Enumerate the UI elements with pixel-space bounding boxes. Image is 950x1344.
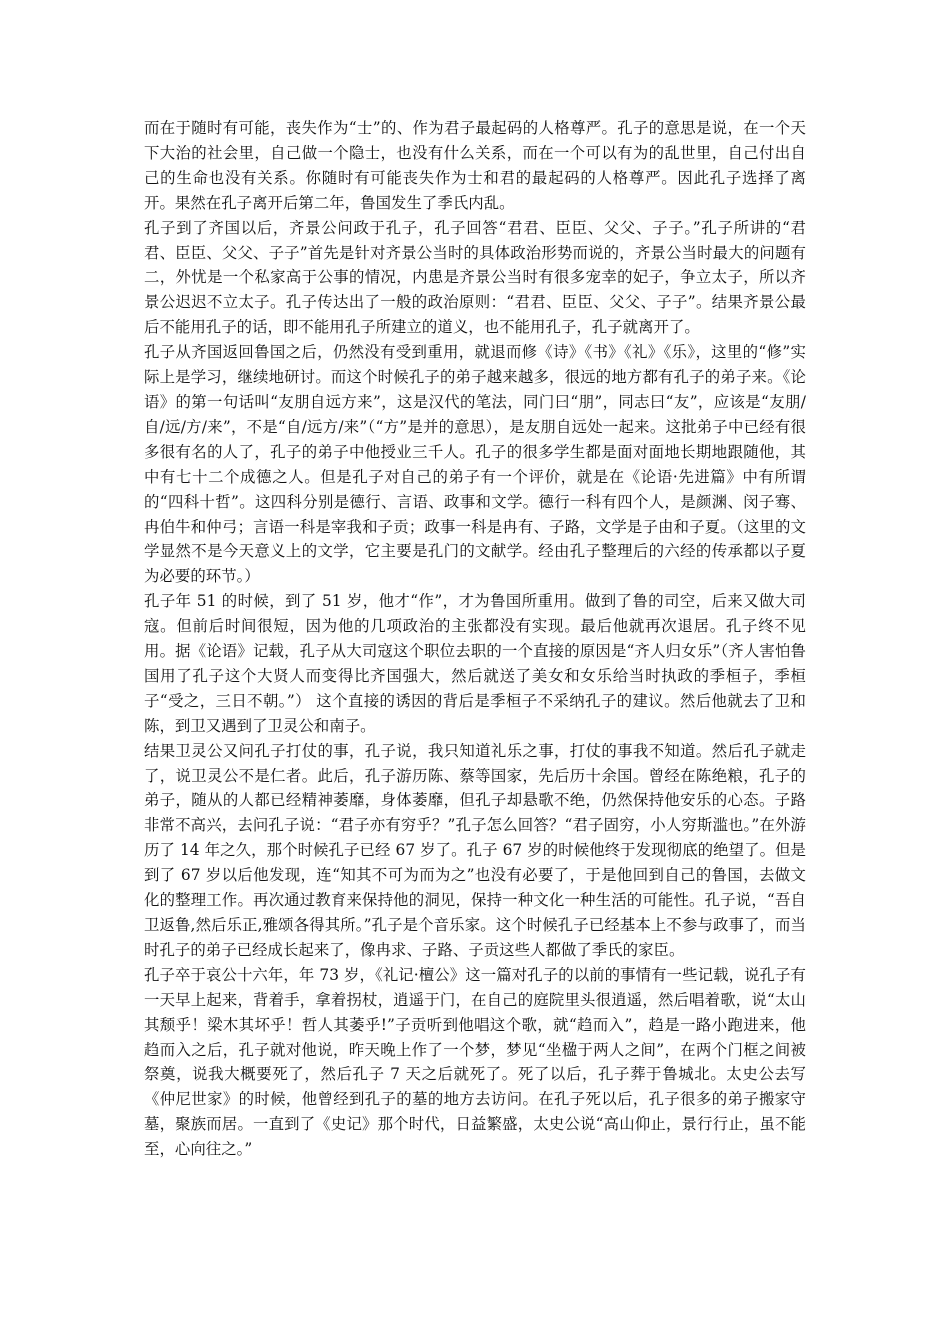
paragraph-2: 孔子到了齐国以后，齐景公问政于孔子，孔子回答“君君、臣臣、父父、子子。”孔子所讲的“君君、臣臣、父父、子子”首先是针对齐景公当时的具体政治形势而说的，齐景公当时最大的问题有二，外忧是一个私家高于公事的情况，内患是齐景公当时有很多宠幸的妃子，争立太子，所以齐景公迟迟不立太子。孔子传达出了一般的政治原则：“君君、臣臣、父父、子子”。结果齐景公最后不能用孔子的话，即不能用孔子所建立的道义，也不能用孔子，孔子就离开了。 xyxy=(144,218,806,337)
paragraph-5: 结果卫灵公又问孔子打仗的事，孔子说，我只知道礼乐之事，打仗的事我不知道。然后孔子就走了，说卫灵公不是仁者。此后，孔子游历陈、蔡等国家，先后历十余国。曾经在陈绝粮，孔子的弟子，随从的人都已经精神萎靡，身体萎靡，但孔子却悬歌不绝，仍然保持他安乐的心态。子路非常不高兴，去问孔子说：“君子亦有穷乎？”孔子怎么回答？“君子固穷，小人穷斯滥也。”在外游历了 14 年之久，那个时候孔子已经 67 岁了。孔子 67 岁的时候他终于发现彻底的绝望了。但是到了 67 岁以后他发现，连“知其不可为而为之”也没有必要了，于是他回到自己的鲁国，去做文化的整理工作。再次通过教育来保持他的洞见，保持一种文化一种生活的可能性。孔子说，“吾自卫返鲁,然后乐正,雅颂各得其所。”孔子是个音乐家。这个时候孔子已经基本上不参与政事了，而当时孔子的弟子已经成长起来了，像冉求、子路、子贡这些人都做了季氏的家臣。 xyxy=(144,741,806,959)
paragraph-6: 孔子卒于哀公十六年，年 73 岁，《礼记·檀公》这一篇对孔子的以前的事情有一些记载，说孔子有一天早上起来，背着手，拿着拐杖，逍遥于门，在自己的庭院里头很逍遥，然后唱着歌，说“太山其颓乎！梁木其坏乎！哲人其萎乎!”子贡听到他唱这个歌，就“趋而入”，趋是一路小跑进来，他趋而入之后，孔子就对他说，昨天晚上作了一个梦，梦见“坐楹于两人之间”，在两个门框之间被祭奠，说我大概要死了，然后孔子 7 天之后就死了。死了以后，孔子葬于鲁城北。太史公去写《仲尼世家》的时候，他曾经到孔子的墓的地方去访问。在孔子死以后，孔子很多的弟子搬家守墓，聚族而居。一直到了《史记》那个时代，日益繁盛，太史公说“高山仰止，景行行止，虽不能至，心向往之。” xyxy=(144,965,806,1159)
document-body xyxy=(144,116,806,1162)
paragraph-3: 孔子从齐国返回鲁国之后，仍然没有受到重用，就退而修《诗》《书》《礼》《乐》，这里的“修”实际上是学习，继续地研讨。而这个时候孔子的弟子越来越多，很远的地方都有孔子的弟子来。《论语》的第一句话叫“友朋自远方来”，这是汉代的笔法，同门曰“朋”，同志曰“友”，应该是“友朋/自/远/方/来”，不是“自/远方/来”（“方”是并的意思），是友朋自远处一起来。这批弟子中已经有很多很有名的人了，孔子的弟子中他授业三千人。孔子的很多学生都是面对面地长期地跟随他，其中有七十二个成德之人。但是孔子对自己的弟子有一个评价，就是在《论语·先进篇》中有所谓的“四科十哲”。这四科分别是德行、言语、政事和文学。德行一科有四个人，是颜渊、闵子骞、冉伯牛和仲弓；言语一科是宰我和子贡；政事一科是冉有、子路，文学是子由和子夏。（这里的文学显然不是今天意义上的文学，它主要是孔门的文献学。经由孔子整理后的六经的传承都以子夏为必要的环节。） xyxy=(144,343,806,586)
paragraph-1: 而在于随时有可能，丧失作为“士”的、作为君子最起码的人格尊严。孔子的意思是说，在一个天下大治的社会里，自己做一个隐士，也没有什么关系，而在一个可以有为的乱世里，自己付出自己的生命也没有关系。你随时有可能丧失作为士和君的最起码的人格尊严。因此孔子选择了离开。果然在孔子离开后第二年，鲁国发生了季氏内乱。 xyxy=(144,119,806,212)
paragraph-4: 孔子年 51 的时候，到了 51 岁，他才“作”，才为鲁国所重用。做到了鲁的司空，后来又做大司寇。但前后时间很短，因为他的几项政治的主张都没有实现。最后他就再次退居。孔子终不见用。据《论语》记载，孔子从大司寇这个职位去职的一个直接的原因是“齐人归女乐”（齐人害怕鲁国用了孔子这个大贤人而变得比齐国强大，然后就送了美女和女乐给当时执政的季桓子，季桓子“受之，三日不朝。”） 这个直接的诱因的背后是季桓子不采纳孔子的建议。然后他就去了卫和陈，到卫又遇到了卫灵公和南子。 xyxy=(144,592,806,735)
